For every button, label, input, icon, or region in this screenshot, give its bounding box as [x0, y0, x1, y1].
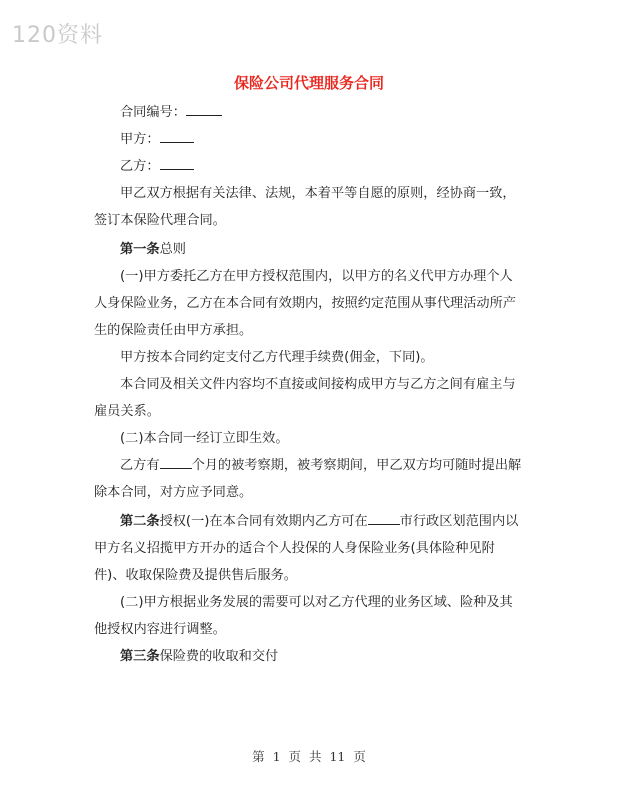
- article-2-text-before: 授权(一)在本合同有效期内乙方可在: [159, 514, 368, 529]
- document-body: [94, 99, 524, 670]
- page-footer: 第 1 页 共 11 页: [252, 749, 366, 764]
- article-3-title: 保险费的收取和交付: [159, 649, 279, 664]
- party-a-line: [94, 126, 524, 153]
- article-1-paragraph-3: 本合同及相关文件内容均不直接或间接构成甲方与乙方之间有雇主与雇员关系。: [94, 377, 516, 419]
- article-1-paragraph-4: (二)本合同一经订立即生效。: [120, 431, 289, 446]
- probation-months-blank: [160, 454, 192, 469]
- party-b-label: 乙方：: [120, 159, 160, 174]
- contract-number-label: 合同编号：: [120, 105, 186, 120]
- document-title: 保险公司代理服务合同: [233, 74, 384, 92]
- article-1-paragraph-1: (一)甲方委托乙方在甲方授权范围内，以甲方的名义代甲方办理个人人身保险业务，乙方在本合同有效期内，按照约定范围从事代理活动所产生的保险责任由甲方承担。: [94, 269, 516, 338]
- article-1-paragraph-5: [94, 452, 524, 506]
- article-3-label: 第三条: [120, 649, 160, 664]
- party-b-blank: [160, 155, 194, 170]
- probation-text-before: 乙方有: [120, 458, 160, 473]
- party-a-label: 甲方：: [120, 132, 160, 147]
- article-1-heading: [94, 236, 524, 263]
- article-3-heading: [94, 643, 524, 670]
- article-2-label: 第二条: [120, 514, 160, 529]
- watermark: 120资料: [12, 23, 103, 48]
- party-a-blank: [160, 128, 194, 143]
- article-2-paragraph-1: [94, 508, 524, 589]
- article-2-text-after: 市行政区划范围内以甲方名义招揽甲方开办的适合个人投保的人身保险业务(具体险种见附件)、收取保险费及提供售后服务。: [94, 514, 519, 583]
- contract-number-blank: [186, 101, 222, 116]
- article-1-label: 第一条: [120, 242, 160, 257]
- city-blank: [368, 510, 400, 525]
- party-b-line: [94, 153, 524, 180]
- probation-text-after: 个月的被考察期，被考察期间，甲乙双方均可随时提出解除本合同，对方应予同意。: [94, 458, 522, 500]
- article-1-title: 总则: [159, 242, 186, 257]
- article-2-paragraph-2: (二)甲方根据业务发展的需要可以对乙方代理的业务区域、险种及其他授权内容进行调整。: [94, 595, 513, 637]
- intro-paragraph: 甲乙双方根据有关法律、法规，本着平等自愿的原则，经协商一致，签订本保险代理合同。: [94, 186, 516, 228]
- article-1-paragraph-2: 甲方按本合同约定支付乙方代理手续费(佣金，下同)。: [120, 350, 434, 365]
- contract-number-line: [94, 99, 524, 126]
